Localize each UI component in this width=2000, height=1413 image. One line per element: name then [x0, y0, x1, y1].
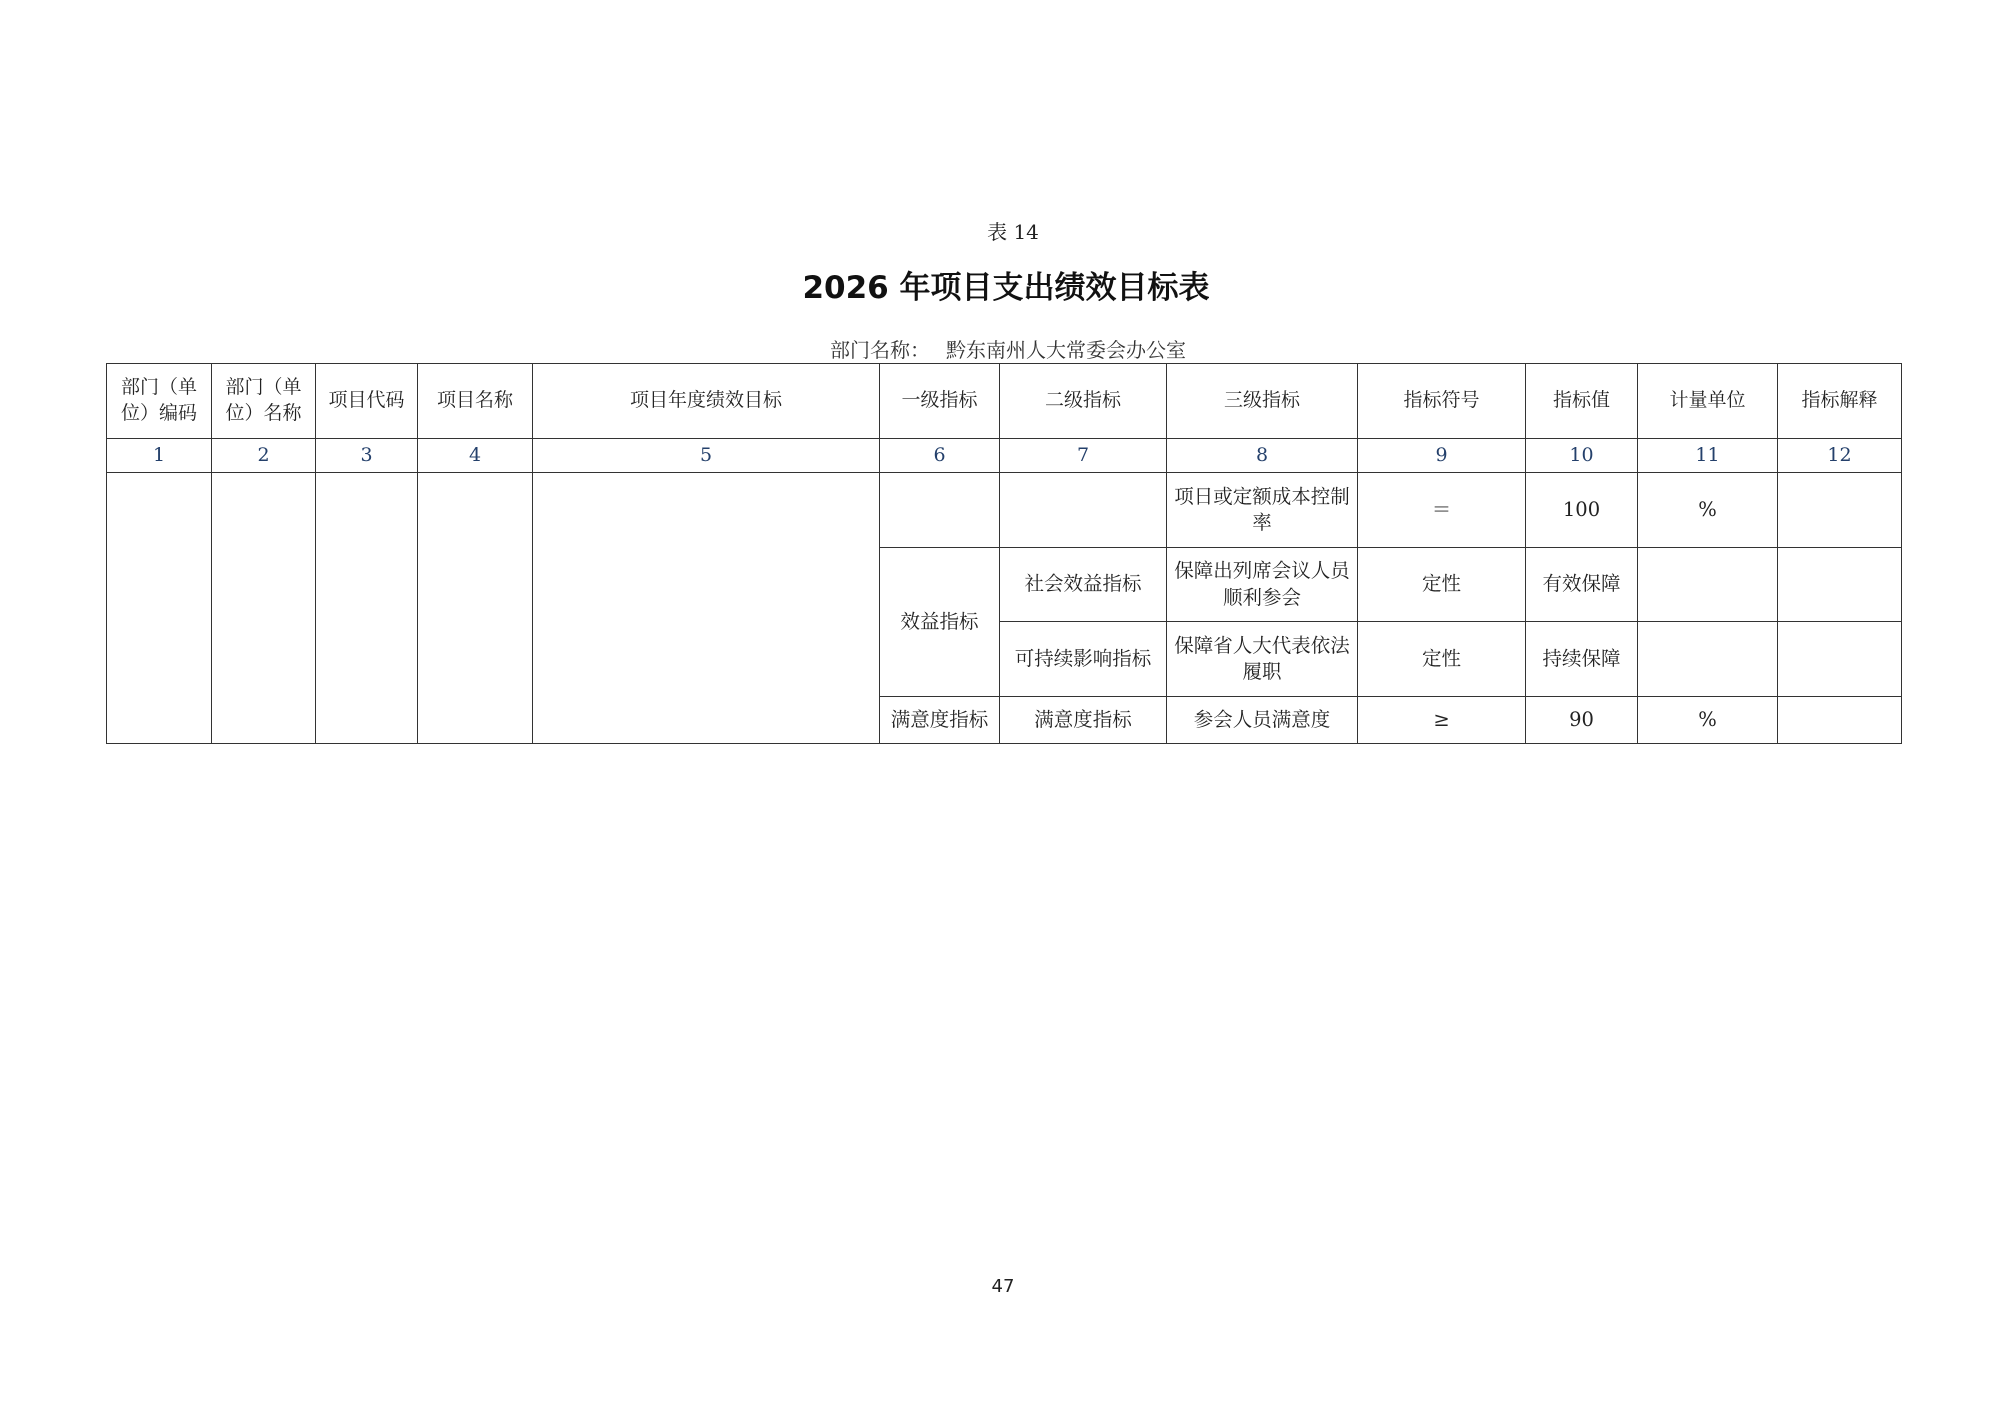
unit-cell: %	[1638, 697, 1778, 744]
symbol-cell: ≥	[1358, 697, 1526, 744]
header-cell: 项目名称	[418, 364, 533, 439]
header-cell: 计量单位	[1638, 364, 1778, 439]
symbol-cell: ＝	[1358, 473, 1526, 548]
department-label: 部门名称：	[830, 338, 930, 362]
column-number: 9	[1358, 439, 1526, 473]
level3-cell: 保障省人大代表依法履职	[1167, 622, 1358, 697]
column-number: 10	[1526, 439, 1638, 473]
level3-cell: 参会人员满意度	[1167, 697, 1358, 744]
value-cell: 有效保障	[1526, 548, 1638, 622]
header-cell: 部门（单位）名称	[212, 364, 316, 439]
page-number: 47	[991, 1276, 1015, 1297]
value-cell: 持续保障	[1526, 622, 1638, 697]
header-cell: 部门（单位）编码	[107, 364, 212, 439]
level3-cell: 项日或定额成本控制率	[1167, 473, 1358, 548]
department-line	[0, 334, 2000, 363]
dept-name-cell	[212, 473, 316, 744]
page-title: 2026 年项目支出绩效目标表	[802, 270, 1210, 306]
header-cell: 指标值	[1526, 364, 1638, 439]
column-number: 3	[316, 439, 418, 473]
level1-cell: 效益指标	[880, 548, 1000, 697]
column-number: 8	[1167, 439, 1358, 473]
header-cell: 指标解释	[1778, 364, 1902, 439]
column-number: 1	[107, 439, 212, 473]
column-number: 7	[1000, 439, 1167, 473]
level2-cell: 可持续影响指标	[1000, 622, 1167, 697]
value-cell: 90	[1526, 697, 1638, 744]
header-cell: 三级指标	[1167, 364, 1358, 439]
column-number: 4	[418, 439, 533, 473]
annual-target-cell	[533, 473, 880, 744]
header-cell: 项目代码	[316, 364, 418, 439]
level2-cell	[1000, 473, 1167, 548]
dept-code-cell	[107, 473, 212, 744]
header-cell: 指标符号	[1358, 364, 1526, 439]
column-number: 2	[212, 439, 316, 473]
value-cell: 100	[1526, 473, 1638, 548]
unit-cell	[1638, 622, 1778, 697]
project-code-cell	[316, 473, 418, 744]
level1-cell: 满意度指标	[880, 697, 1000, 744]
table-row	[107, 473, 1902, 548]
header-cell: 一级指标	[880, 364, 1000, 439]
explanation-cell	[1778, 473, 1902, 548]
level2-cell: 社会效益指标	[1000, 548, 1167, 622]
header-row	[107, 364, 1902, 439]
symbol-cell: 定性	[1358, 548, 1526, 622]
header-cell: 项目年度绩效目标	[533, 364, 880, 439]
explanation-cell	[1778, 548, 1902, 622]
explanation-cell	[1778, 697, 1902, 744]
header-cell: 二级指标	[1000, 364, 1167, 439]
column-number: 11	[1638, 439, 1778, 473]
column-number-row	[107, 439, 1902, 473]
level2-cell: 满意度指标	[1000, 697, 1167, 744]
department-name: 黔东南州人大常委会办公室	[946, 338, 1186, 362]
level1-cell	[880, 473, 1000, 548]
table-number: 表 14	[987, 220, 1039, 244]
explanation-cell	[1778, 622, 1902, 697]
column-number: 12	[1778, 439, 1902, 473]
unit-cell: %	[1638, 473, 1778, 548]
column-number: 5	[533, 439, 880, 473]
unit-cell	[1638, 548, 1778, 622]
performance-target-table	[106, 363, 1902, 744]
level3-cell: 保障出列席会议人员顺利参会	[1167, 548, 1358, 622]
project-name-cell	[418, 473, 533, 744]
symbol-cell: 定性	[1358, 622, 1526, 697]
column-number: 6	[880, 439, 1000, 473]
